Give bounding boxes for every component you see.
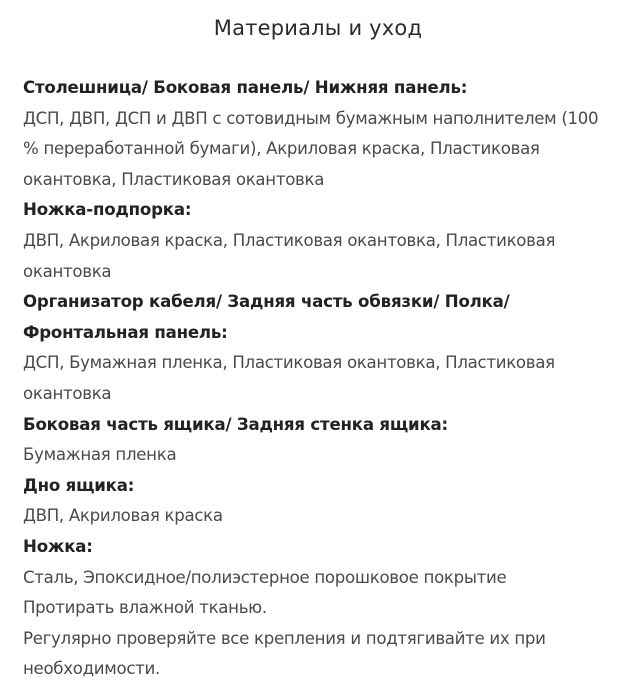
care-instruction-wipe: Протирать влажной тканью.: [23, 598, 267, 618]
section-text-drawer-side: Бумажная пленка: [23, 445, 177, 465]
section-heading-drawer-side: Боковая часть ящика/ Задняя стенка ящика:: [23, 414, 448, 434]
section-heading-leg: Ножка:: [23, 536, 93, 556]
section-heading-drawer-bottom: Дно ящика:: [23, 475, 135, 495]
section-heading-tabletop: Столешница/ Боковая панель/ Нижняя панель:: [23, 78, 468, 97]
section-text-leg: Сталь, Эпоксидное/полиэстерное порошковое покрытие: [23, 567, 507, 587]
section-text-cable-organizer: ДСП, Бумажная пленка, Пластиковая окантовка, Пластиковая окантовка: [23, 353, 555, 403]
page-title: Материалы и уход: [213, 16, 423, 40]
section-heading-support-leg: Ножка-подпорка:: [23, 200, 192, 220]
care-instruction-check-fittings: Регулярно проверяйте все крепления и подтягивайте их при необходимости.: [23, 628, 546, 679]
section-text-support-leg: ДВП, Акриловая краска, Пластиковая окантовка, Пластиковая окантовка: [23, 230, 556, 281]
section-text-drawer-bottom: ДВП, Акриловая краска: [23, 506, 223, 526]
section-text-tabletop: ДСП, ДВП, ДСП и ДВП с сотовидным бумажным наполнителем (100 % переработанной бумаги), Акриловая краска, Пластиковая окантовка, Пластиковая окантовка: [23, 108, 599, 189]
materials-content: [23, 73, 623, 685]
section-heading-cable-organizer: Организатор кабеля/ Задняя часть обвязки/ Полка/ Фронтальная панель:: [23, 292, 510, 342]
